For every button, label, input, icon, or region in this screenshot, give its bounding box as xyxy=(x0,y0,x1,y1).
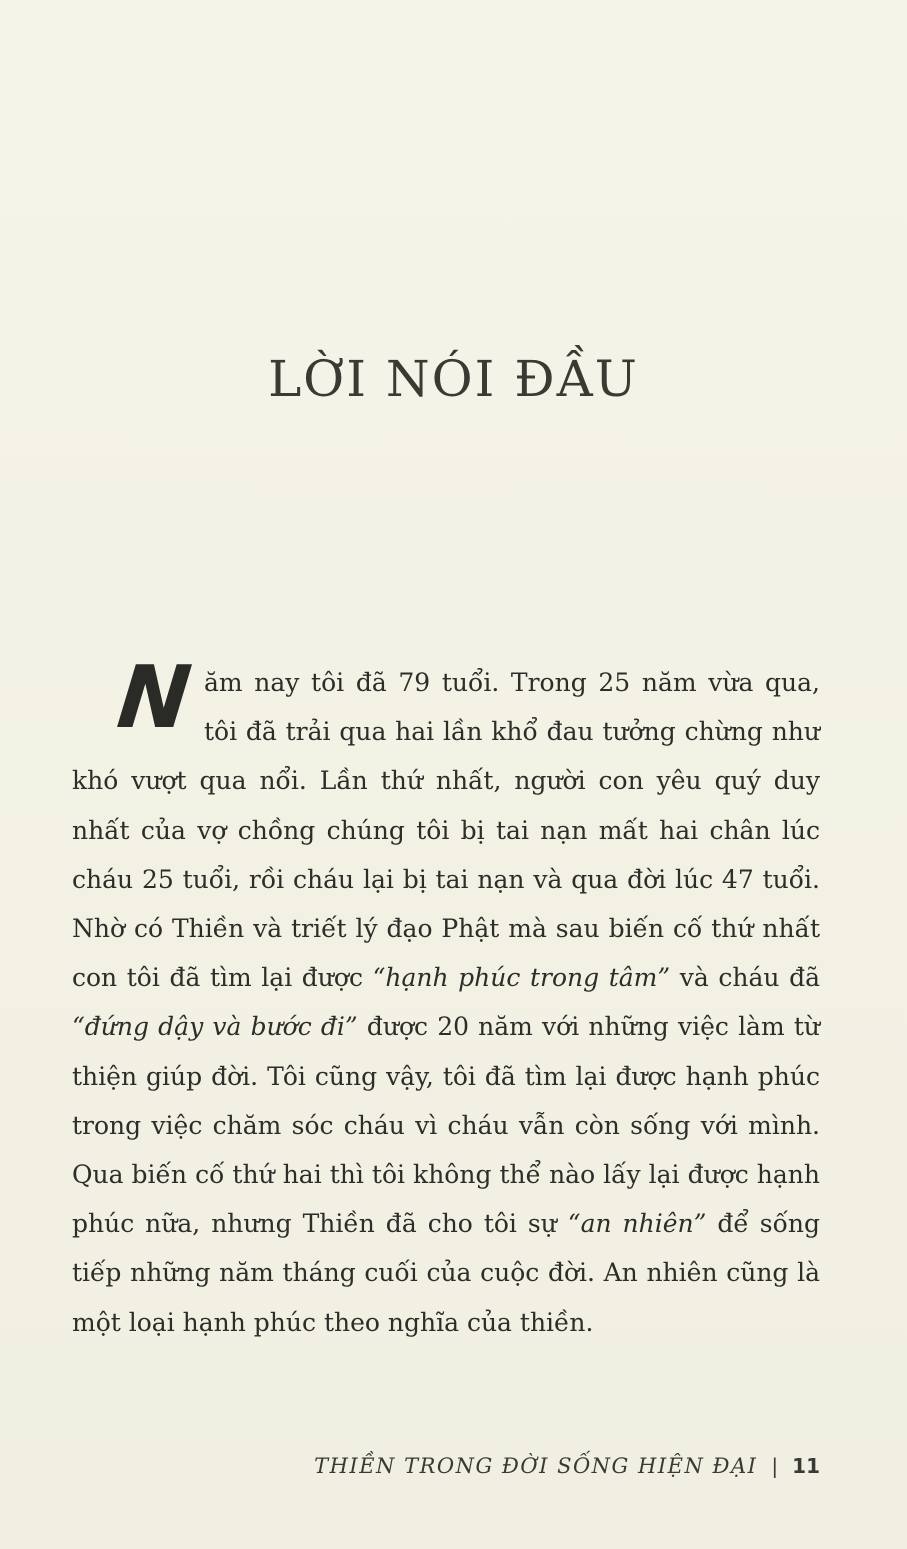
paragraph-segment: và cháu đã xyxy=(670,963,820,993)
drop-cap-letter: N xyxy=(113,648,196,748)
paragraph-segment: được 20 năm với những việc làm từ thiện giúp đời. Tôi cũng vậy, tôi đã tìm lại được hạnh phúc trong việc chăm sóc cháu vì cháu vẫn còn sống với mình. Qua biến cố thứ hai thì tôi không thể nào lấy lại được hạnh phúc nữa, nhưng Thiền đã cho tôi sự xyxy=(72,1012,820,1239)
chapter-title: LỜI NÓI ĐẦU xyxy=(268,350,639,408)
paragraph-segment: ăm nay tôi đã 79 tuổi. Trong 25 năm vừa qua, tôi đã trải qua hai lần khổ đau tưởng chừng như khó vượt qua nổi. Lần thứ nhất, người con yêu quý duy nhất của vợ chồng chúng tôi bị tai nạn mất hai chân lúc cháu 25 tuổi, rồi cháu lại bị tai nạn và qua đời lúc 47 tuổi. Nhờ có Thiền và triết lý đạo Phật mà sau biến cố thứ nhất con tôi đã tìm lại được xyxy=(72,668,820,993)
quote-italic: “đứng dậy và bước đi” xyxy=(72,1012,358,1042)
quote-italic: “an nhiên” xyxy=(567,1209,707,1239)
page-number: 11 xyxy=(792,1454,820,1478)
footer-separator: | xyxy=(771,1454,779,1478)
paragraph-segment: để sống tiếp những năm tháng cuối của cuộc đời. An nhiên cũng là một loại hạnh phúc theo nghĩa của thiền. xyxy=(72,1209,820,1337)
running-title: THIỀN TRONG ĐỜI SỐNG HIỆN ĐẠI xyxy=(314,1454,758,1478)
body-paragraph xyxy=(72,648,820,1347)
quote-italic: “hạnh phúc trong tâm” xyxy=(372,963,671,993)
page-footer xyxy=(314,1454,820,1478)
